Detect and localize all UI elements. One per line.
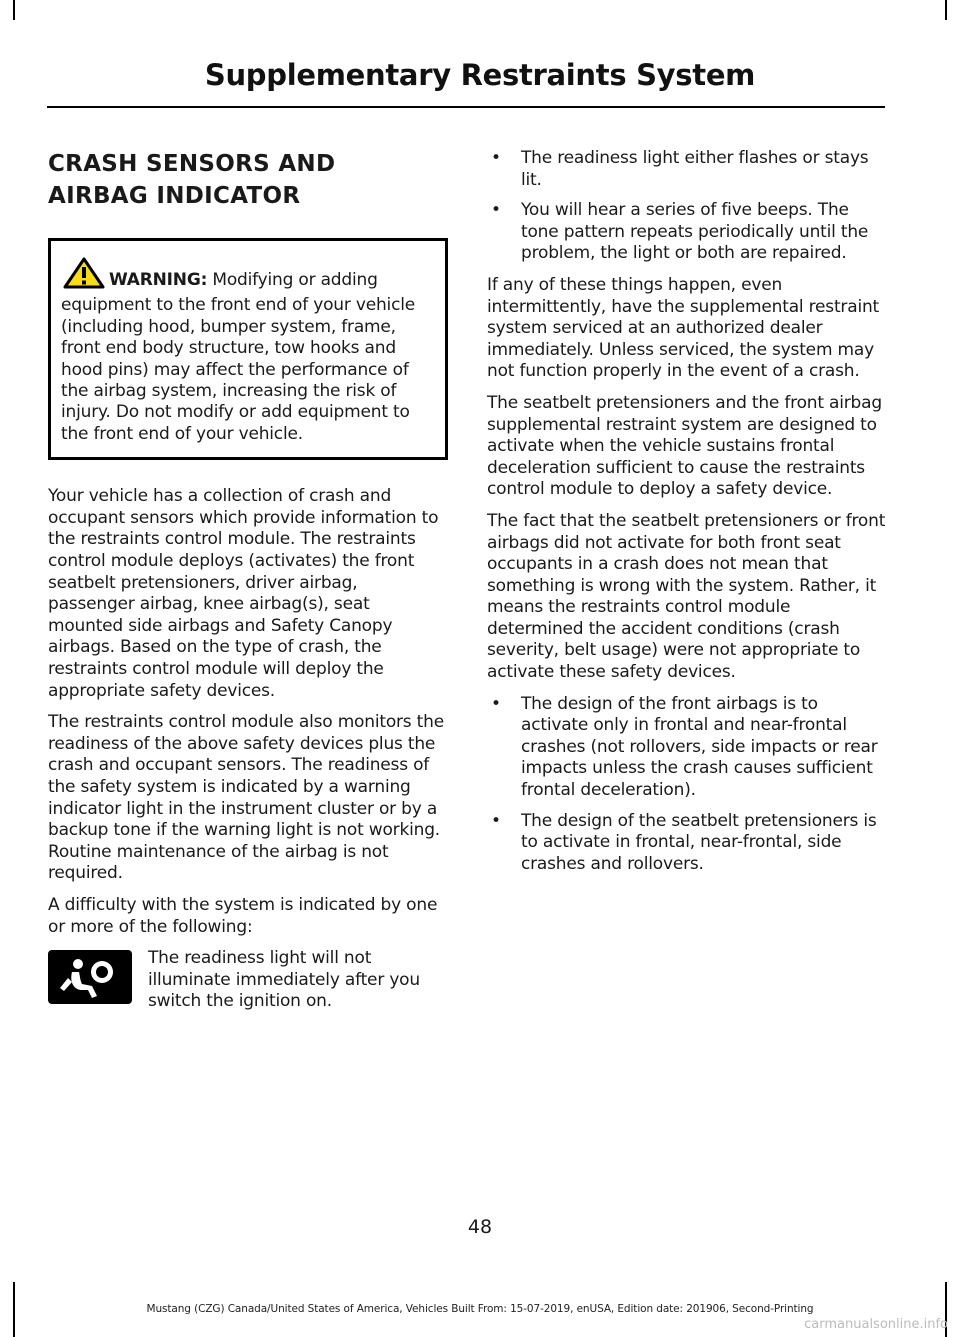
- right-paragraph-3: The fact that the seatbelt pretensioners or front airbags did not activate for both front seat occupants in a crash does not mean that something is wrong with the system. Rather, it means the restraints control module determined the accident conditions (crash severity, belt usage) were not appropriate to activate these safety devices.: [487, 510, 886, 683]
- list-item: [487, 200, 887, 265]
- bullet-glyph: •: [491, 200, 501, 221]
- airbag-warning-light-icon: [48, 950, 132, 1004]
- right-column: [487, 148, 887, 885]
- crop-mark-top-left: [13, 0, 15, 20]
- indicator-row: [48, 948, 448, 1013]
- header-divider: [47, 106, 885, 108]
- left-paragraph-2: The restraints control module also monitors the readiness of the above safety devices plus the crash and occupant sensors. The readiness of the safety system is indicated by a warning indicator light in the instrument cluster or by a backup tone if the warning light is not working. Routine maintenance of the airbag is not required.: [48, 712, 444, 884]
- right-paragraph-2: The seatbelt pretensioners and the front airbag supplemental restraint system are designed to activate when the vehicle sustains frontal deceleration sufficient to cause the restraints control module to deploy a safety device.: [487, 392, 882, 500]
- crop-mark-top-right: [945, 0, 947, 20]
- warning-box: [48, 238, 448, 460]
- left-paragraph-3: A difficulty with the system is indicated by one or more of the following:: [48, 894, 438, 937]
- list-item: [487, 811, 887, 876]
- list-item-text: The design of the seatbelt pretensioners is to activate in frontal, near-frontal, side crashes and rollovers.: [521, 810, 877, 874]
- section-heading: [48, 148, 448, 212]
- bullet-glyph: •: [491, 148, 501, 168]
- list-item: [487, 148, 887, 191]
- list-item-text: You will hear a series of five beeps. The tone pattern repeats periodically until the problem, the light or both are repaired.: [521, 200, 869, 264]
- left-paragraph-1: Your vehicle has a collection of crash and occupant sensors which provide information to the restraints control module. The restraints control module deploys (activates) the front seatbelt pretensioners, driver airbag, passenger airbag, knee airbag(s), seat mounted side airbags and Safety Canopy airbags. Based on the type of crash, the restraints control module will deploy the appropriate safety devices.: [48, 486, 439, 701]
- bullet-list-2: [487, 694, 887, 876]
- bullet-glyph: •: [491, 810, 501, 831]
- right-paragraph-1: If any of these things happen, even intermittently, have the supplemental restraint system serviced at an authorized dealer immediately. Unless serviced, the system may not function properly in the event of a crash.: [487, 274, 880, 382]
- bullet-list-1: [487, 148, 887, 265]
- section-heading-line1: CRASH SENSORS AND: [48, 151, 336, 177]
- watermark: carmanualsonline.info: [804, 1317, 948, 1332]
- section-heading-line2: AIRBAG INDICATOR: [48, 183, 301, 209]
- indicator-description: The readiness light will not illuminate immediately after you switch the ignition on.: [148, 948, 420, 1012]
- page-header-title: Supplementary Restraints System: [204, 58, 756, 92]
- page-footer: Mustang (CZG) Canada/United States of America, Vehicles Built From: 15-07-2019, enUSA, Edition date: 201906, Second-Printing: [146, 1303, 814, 1315]
- page-number: 48: [467, 1216, 493, 1238]
- warning-text: Modifying or adding equipment to the front end of your vehicle (including hood, bumper system, frame, front end body structure, tow hooks and hood pins) may affect the performance of the airbag system, increasing the risk of injury. Do not modify or add equipment to the front end of your vehicle.: [61, 270, 416, 444]
- list-item-text: The readiness light either flashes or stays lit.: [521, 148, 869, 190]
- bullet-glyph: •: [491, 693, 501, 714]
- list-item: [487, 694, 887, 802]
- warning-label: WARNING:: [109, 270, 208, 290]
- warning-triangle-icon: [63, 257, 105, 295]
- list-item-text: The design of the front airbags is to activate only in frontal and near-frontal crashes (not rollovers, side impacts or rear impacts unless the crash causes sufficient frontal deceleration).: [521, 693, 878, 801]
- left-column: [48, 148, 448, 1023]
